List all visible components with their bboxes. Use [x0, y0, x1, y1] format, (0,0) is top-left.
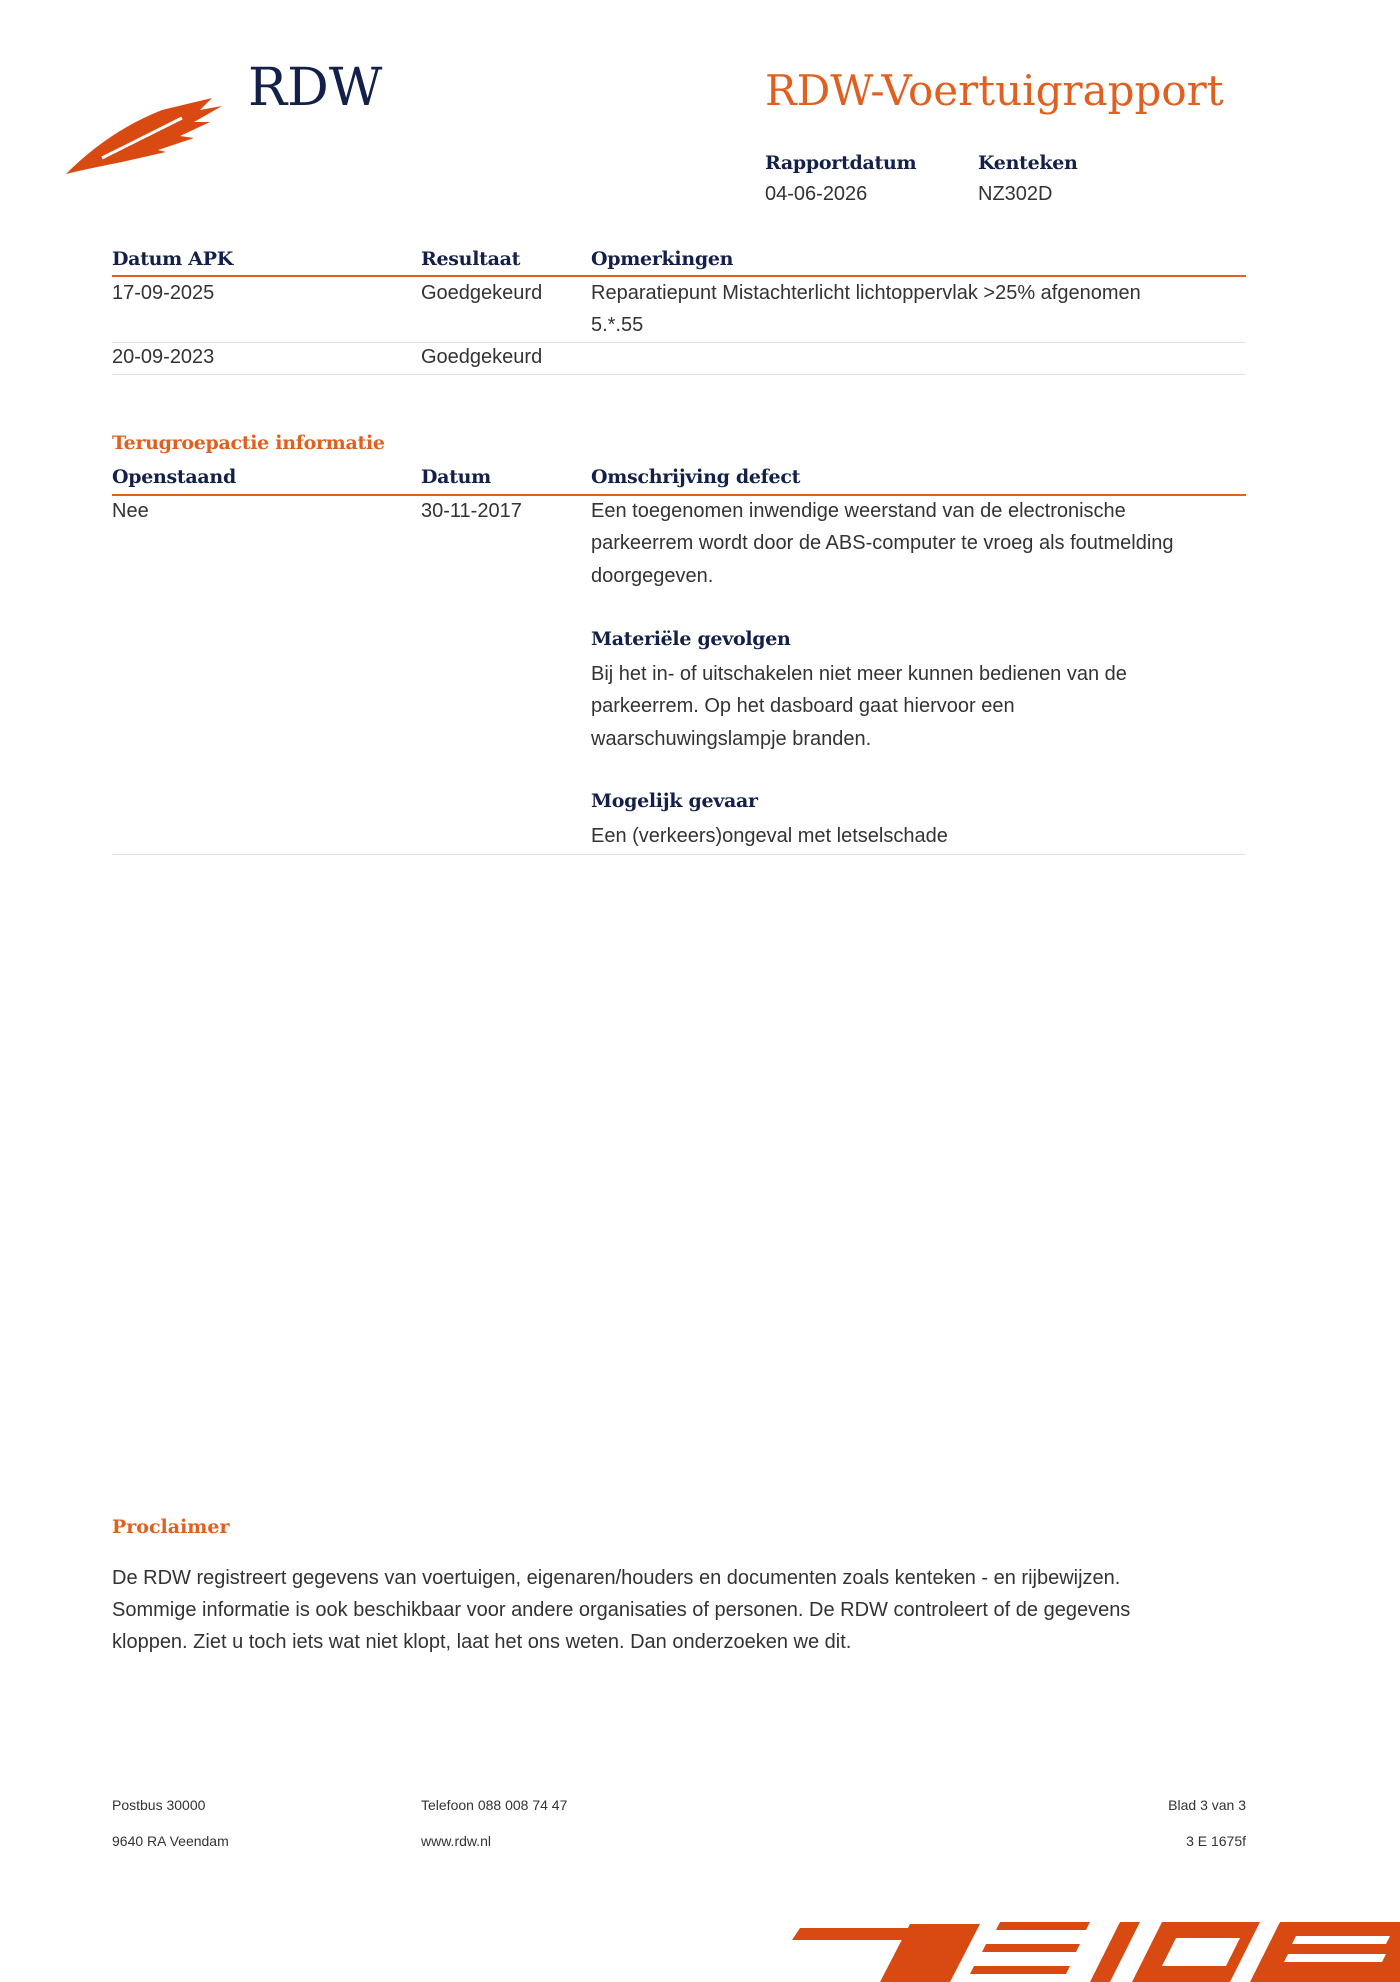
- apk-row2-date: 20-09-2023: [112, 346, 215, 368]
- possible-danger-text: Een (verkeers)ongeval met letselschade: [591, 825, 948, 847]
- material-line1: Bij het in- of uitschakelen niet meer kunnen bedienen van de: [591, 663, 1127, 685]
- proclaimer-title: Proclaimer: [112, 1516, 230, 1538]
- footer-address-line2: 9640 RA Veendam: [112, 1833, 229, 1849]
- plate: NZ302D: [978, 183, 1053, 205]
- proclaimer-line1: De RDW registreert gegevens van voertuigen, eigenaren/houders en documenten zoals kenteken - en rijbewijzen.: [112, 1567, 1121, 1589]
- report-date-label: Rapportdatum: [765, 152, 917, 174]
- plate-label: Kenteken: [978, 152, 1078, 174]
- footer-phone: Telefoon 088 008 74 47: [421, 1797, 568, 1813]
- footer-page: Blad 3 van 3: [1168, 1797, 1246, 1813]
- possible-danger-title: Mogelijk gevaar: [591, 790, 758, 812]
- recall-defect-line2: parkeerrem wordt door de ABS-computer te vroeg als foutmelding: [591, 532, 1174, 554]
- recall-defect-line3: doorgegeven.: [591, 565, 714, 587]
- recall-defect-line1: Een toegenomen inwendige weerstand van de electronische: [591, 500, 1126, 522]
- apk-row1-remark-line1: Reparatiepunt Mistachterlicht lichtoppervlak >25% afgenomen: [591, 282, 1141, 304]
- recall-col-date: Datum: [421, 466, 491, 488]
- proclaimer-line2: Sommige informatie is ook beschikbaar voor andere organisaties of personen. De RDW controleert of de gegevens: [112, 1599, 1131, 1621]
- footer-code: 3 E 1675f: [1186, 1833, 1246, 1849]
- recall-col-defect: Omschrijving defect: [591, 466, 801, 488]
- apk-col-remarks: Opmerkingen: [591, 248, 734, 270]
- apk-row1-remark-line2: 5.*.55: [591, 314, 644, 336]
- apk-row1-divider: [112, 342, 1246, 343]
- material-line2: parkeerrem. Op het dasboard gaat hiervoor een: [591, 695, 1015, 717]
- recall-row-divider: [112, 854, 1246, 855]
- proclaimer-line3: kloppen. Ziet u toch iets wat niet klopt, laat het ons weten. Dan onderzoeken we dit.: [112, 1631, 852, 1653]
- apk-row1-result: Goedgekeurd: [421, 282, 543, 304]
- material-line3: waarschuwingslampje branden.: [591, 728, 872, 750]
- apk-row2-result: Goedgekeurd: [421, 346, 543, 368]
- footer-stripes-decoration-icon: [790, 1904, 1400, 1982]
- recall-date: 30-11-2017: [421, 500, 522, 522]
- apk-col-date: Datum APK: [112, 248, 233, 270]
- footer-website: www.rdw.nl: [421, 1833, 492, 1849]
- recall-open: Nee: [112, 500, 149, 522]
- footer-address-line1: Postbus 30000: [112, 1797, 206, 1813]
- rdw-feather-logo-icon: [62, 88, 232, 178]
- material-consequences-title: Materiële gevolgen: [591, 628, 791, 650]
- recall-col-open: Openstaand: [112, 466, 236, 488]
- apk-col-result: Resultaat: [421, 248, 521, 270]
- report-date: 04-06-2026: [765, 183, 868, 205]
- report-title: RDW-Voertuigrapport: [765, 66, 1224, 115]
- apk-row2-divider: [112, 374, 1246, 375]
- apk-row1-date: 17-09-2025: [112, 282, 215, 304]
- recall-section-title: Terugroepactie informatie: [112, 432, 385, 454]
- logo-text: RDW: [248, 58, 383, 118]
